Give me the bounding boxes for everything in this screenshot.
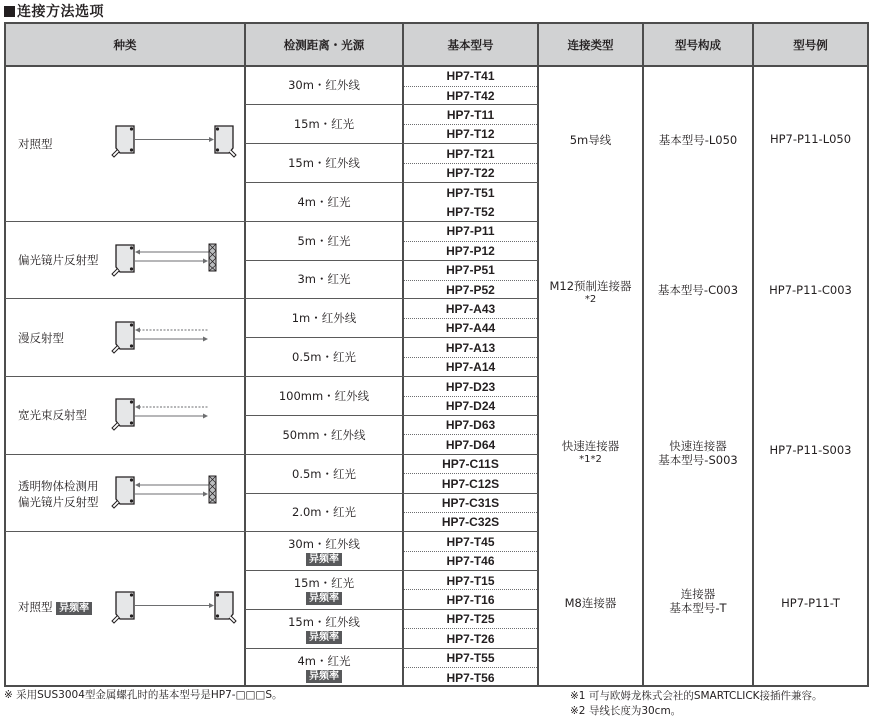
model-composition-line2: 基本型号-T — [669, 601, 727, 615]
model-number: HP7-D63 — [445, 418, 496, 433]
model-number: HP7-T16 — [446, 592, 495, 607]
model-number: HP7-T25 — [446, 612, 495, 627]
different-frequency-badge: 异频率 — [306, 670, 342, 683]
model-number: HP7-T52 — [446, 204, 495, 219]
category-label-line2: 偏光镜片反射型 — [18, 495, 99, 509]
emitter-sensor-icon — [112, 126, 134, 157]
header-detection: 检测距离・光源 — [245, 23, 403, 66]
header-base-model: 基本型号 — [403, 23, 538, 66]
retro-reflective-diagram-icon — [108, 243, 228, 283]
footnote-sus-thread: ※ 采用SUS3004型金属螺孔时的基本型号是HP7-□□□S。 — [4, 689, 283, 701]
detection-cell — [245, 183, 403, 221]
detection-cell — [245, 571, 403, 609]
model-number: HP7-T22 — [446, 166, 495, 181]
model-number: HP7-T12 — [446, 127, 495, 142]
detection-cell — [245, 261, 403, 298]
table-left-border — [4, 22, 6, 687]
model-number: HP7-C31S — [441, 495, 500, 510]
detection-text: 4m・红光 — [297, 653, 351, 668]
detection-cell — [245, 649, 403, 686]
detection-text: 15m・红外线 — [288, 155, 360, 170]
model-number: HP7-A14 — [445, 360, 496, 375]
model-number: HP7-P12 — [446, 243, 495, 258]
receiver-sensor-icon — [215, 126, 236, 157]
through-beam-diagram-icon — [108, 124, 238, 164]
model-composition-line1: 快速连接器 — [669, 439, 727, 453]
model-composition: 基本型号-C003 — [657, 283, 739, 297]
model-number: HP7-D64 — [445, 437, 496, 452]
model-number: HP7-T51 — [446, 185, 495, 200]
model-number: HP7-T11 — [446, 107, 495, 122]
model-number: HP7-T21 — [446, 146, 495, 161]
model-composition-line2: 基本型号-S003 — [658, 453, 738, 467]
model-composition — [643, 437, 753, 469]
model-number: HP7-C32S — [441, 515, 500, 530]
different-frequency-badge: 异频率 — [306, 631, 342, 644]
header-model-composition: 型号构成 — [643, 23, 753, 66]
different-frequency-badge: 异频率 — [56, 602, 92, 615]
detection-text: 100mm・红外线 — [278, 388, 370, 403]
detection-cell — [245, 455, 403, 493]
header-model-example: 型号例 — [753, 23, 868, 66]
model-composition — [643, 585, 753, 617]
detection-cell — [245, 532, 403, 570]
model-number: HP7-P11 — [446, 224, 495, 239]
model-number: HP7-C12S — [441, 476, 500, 491]
detection-cell — [245, 105, 403, 143]
detection-cell — [245, 144, 403, 182]
detection-cell — [245, 66, 403, 104]
connection-type-text: M12预制连接器 — [549, 279, 632, 293]
category-label: 偏光镜片反射型 — [18, 253, 99, 267]
detection-text: 3m・红光 — [297, 272, 351, 286]
different-frequency-badge: 异频率 — [306, 553, 342, 566]
model-number: HP7-T42 — [446, 88, 495, 103]
model-number: HP7-T55 — [446, 651, 495, 666]
section-title — [4, 1, 104, 21]
diffuse-reflective-diagram-icon — [108, 320, 228, 360]
detection-text: 2.0m・红光 — [292, 505, 356, 519]
table-right-border — [867, 22, 869, 687]
model-composition: 基本型号-L050 — [658, 133, 738, 147]
detection-text: 0.5m・红光 — [292, 349, 356, 364]
model-number: HP7-D23 — [445, 379, 496, 394]
detection-cell — [245, 416, 403, 454]
category-label-text: 对照型 — [18, 600, 53, 614]
category-label: 宽光束反射型 — [18, 408, 87, 422]
header-connection-type: 连接类型 — [538, 23, 643, 66]
connection-type-text: 快速连接器 — [561, 439, 620, 453]
model-number: HP7-T45 — [446, 534, 495, 549]
detection-cell — [245, 377, 403, 415]
category-label-line1: 透明物体检测用 — [18, 479, 99, 493]
model-number: HP7-T26 — [446, 631, 495, 646]
header-category: 种类 — [5, 23, 245, 66]
table-top-border — [4, 22, 869, 24]
category-label — [18, 599, 92, 615]
model-number: HP7-A44 — [445, 321, 496, 336]
model-number: HP7-A13 — [445, 340, 496, 355]
detection-cell — [245, 338, 403, 376]
detection-text: 4m・红光 — [297, 194, 351, 209]
detection-text: 0.5m・红光 — [292, 466, 356, 481]
model-example: HP7-P11-S003 — [769, 443, 852, 457]
model-number: HP7-T56 — [446, 670, 495, 685]
detection-text: 50mm・红外线 — [282, 427, 366, 442]
through-beam-diagram-icon — [108, 590, 238, 630]
footnote-1: ※1 可与欧姆龙株式会社的SMARTCLICK接插件兼容。 — [570, 690, 823, 702]
model-example: HP7-P11-T — [781, 596, 840, 610]
model-number: HP7-C11S — [442, 457, 499, 472]
model-example: HP7-P11-C003 — [769, 283, 852, 297]
detection-text: 30m・红外线 — [288, 77, 360, 92]
wide-beam-reflective-diagram-icon — [108, 397, 228, 437]
detection-cell — [245, 494, 403, 531]
model-number: HP7-P51 — [446, 263, 495, 278]
detection-text: 15m・红光 — [293, 576, 355, 590]
model-number: HP7-T41 — [446, 69, 495, 84]
category-label — [18, 478, 99, 510]
model-number: HP7-T46 — [446, 554, 495, 569]
model-number: HP7-T15 — [446, 573, 495, 588]
connection-type — [538, 437, 643, 469]
connection-type: 5m导线 — [569, 133, 612, 147]
different-frequency-badge: 异频率 — [306, 592, 342, 605]
detection-text: 15m・红光 — [293, 116, 355, 131]
detection-cell — [245, 610, 403, 648]
detection-cell — [245, 222, 403, 260]
section-title-text: 连接方法选项 — [17, 4, 104, 20]
bullet-square-icon — [4, 6, 15, 17]
transparent-object-retro-reflective-diagram-icon — [108, 475, 228, 515]
model-number: HP7-D24 — [445, 398, 496, 413]
category-label: 漫反射型 — [18, 331, 64, 345]
connection-type: M8连接器 — [564, 596, 617, 610]
connection-type-note: *2 — [584, 294, 597, 305]
detection-text: 5m・红光 — [297, 233, 351, 248]
model-example: HP7-P11-L050 — [769, 132, 852, 146]
model-number: HP7-P52 — [446, 282, 495, 297]
model-number: HP7-A43 — [445, 301, 496, 316]
model-composition-line1: 连接器 — [680, 587, 716, 601]
detection-cell — [245, 299, 403, 337]
connection-type-note: *1*2 — [579, 454, 602, 465]
footnote-2: ※2 导线长度为30cm。 — [570, 705, 682, 717]
connection-type — [538, 277, 643, 309]
category-label: 对照型 — [18, 137, 53, 151]
detection-text: 15m・红外线 — [288, 615, 360, 629]
detection-text: 1m・红外线 — [291, 310, 357, 325]
detection-text: 30m・红外线 — [288, 537, 360, 551]
